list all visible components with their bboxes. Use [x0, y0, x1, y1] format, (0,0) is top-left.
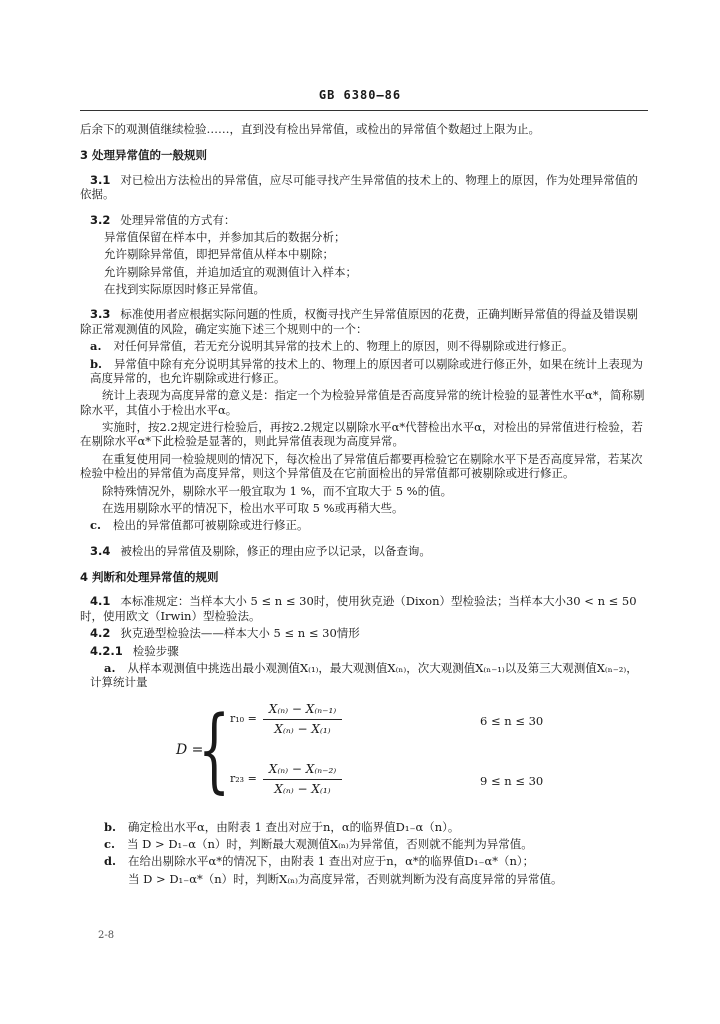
formula-brace: { [198, 695, 231, 803]
item-text: 检出的异常值都可被剔除或进行修正。 [113, 518, 309, 533]
item-text: 对任何异常值，若无充分说明其异常的技术上的、物理上的原因，则不得剔除或进行修正。 [113, 339, 574, 354]
item-label: b. [104, 819, 117, 834]
clause-4-1 [80, 594, 648, 623]
rule-a [80, 339, 648, 353]
header-rule [80, 110, 648, 111]
continuation-line: 后余下的观测值继续检验……，直到没有检出异常值，或检出的异常值个数超过上限为止。 [80, 122, 540, 136]
section-3-title: 3 处理异常值的一般规则 [80, 148, 208, 163]
option-remove: 允许剔除异常值，即把异常值从样本中剔除； [104, 247, 334, 262]
clause-4-2 [80, 626, 648, 640]
item-label: a. [90, 339, 102, 354]
item-text: 确定检出水平α，由附表 1 查出对应于n，α的临界值D₁₋α（n）。 [128, 819, 460, 834]
clause-number: 3.2 [90, 212, 111, 227]
item-label: c. [90, 518, 102, 533]
clause-text: 狄克逊型检验法——样本大小 5 ≤ n ≤ 30情形 [120, 626, 360, 641]
r10-condition: 6 ≤ n ≤ 30 [480, 713, 544, 728]
clause-number: 4.2 [90, 626, 111, 641]
rule-b-level: 除特殊情况外，剔除水平一般宜取为 1 %，而不宜取大于 5 %的值。 [102, 483, 453, 498]
formula-d-label: D = [176, 741, 204, 758]
dixon-statistic-formula [80, 695, 648, 810]
page-number: 2-8 [98, 930, 115, 941]
item-text: 异常值中除有充分说明其异常的技术上的、物理上的原因者可以剔除或进行修正外，如果在统计上表现为高度异常的，也允许剔除或进行修正。 [90, 356, 644, 385]
step-c [80, 837, 648, 851]
r23-condition: 9 ≤ n ≤ 30 [480, 773, 544, 788]
standard-code-header: GB 6380—86 [318, 88, 402, 102]
rule-b-repeat: 在重复使用同一检验规则的情况下，每次检出了异常值后都要再检验它在剔除水平下是否高度异常，若某次检验中检出的异常值为高度异常，则这个异常值及在它前面检出的异常值都可被剔除或进行修正。 [80, 451, 643, 481]
option-correct: 在找到实际原因时修正异常值。 [104, 282, 265, 296]
item-label: c. [104, 837, 116, 851]
clause-number: 4.2.1 [90, 643, 123, 658]
clause-3-1 [80, 173, 648, 202]
rule-b [80, 357, 648, 386]
clause-number: 3.1 [90, 172, 111, 187]
clause-number: 3.3 [90, 307, 111, 322]
item-text: 当 D > D₁₋α（n）时，判断最大观测值X₍ₙ₎为异常值，否则就不能判为异常值。 [127, 837, 533, 851]
clause-text: 标准使用者应根据实际问题的性质，权衡寻找产生异常值原因的花费，正确判断异常值的得益及错误剔除正常观测值的风险，确定实施下述三个规则中的一个： [80, 307, 638, 336]
clause-4-2-1 [80, 644, 648, 658]
item-label: d. [104, 854, 117, 869]
option-replace: 允许剔除异常值，并追加适宜的观测值计入样本； [104, 264, 357, 279]
clause-text: 检验步骤 [132, 643, 179, 658]
rule-c [80, 518, 648, 532]
step-d [80, 854, 648, 868]
clause-text: 对已检出方法检出的异常值，应尽可能寻找产生异常值的技术上的、物理上的原因，作为处理异常值的依据。 [80, 172, 638, 202]
item-text: 从样本观测值中挑选出最小观测值X₍₁₎，最大观测值X₍ₙ₎，次大观测值X₍ₙ₋₁₎以及第三大观测值X₍ₙ₋₂₎，计算统计量 [90, 660, 638, 690]
rule-b-detect-level: 在选用剔除水平的情况下，检出水平可取 5 %或再稍大些。 [102, 500, 404, 515]
r10-label: r₁₀ = [230, 712, 257, 726]
formula-r10 [230, 702, 342, 737]
formula-r23 [230, 762, 342, 797]
clause-text: 处理异常值的方式有： [120, 212, 236, 227]
rule-b-meaning: 统计上表现为高度异常的意义是：指定一个为检验异常值是否高度异常的统计检验的显著性水平α*，简称剔除水平，其值小于检出水平α。 [80, 388, 645, 417]
item-label: a. [104, 660, 116, 675]
option-keep: 异常值保留在样本中，并参加其后的数据分析； [104, 229, 346, 244]
r10-denominator: X₍ₙ₎ − X₍₁₎ [274, 721, 331, 736]
step-d-continued: 当 D > D₁₋α*（n）时，判断X₍ₙ₎为高度异常，否则就判断为没有高度异常的异常值。 [128, 871, 563, 886]
r10-fraction [263, 702, 342, 737]
item-label: b. [90, 356, 103, 371]
rule-b-procedure: 实施时，按2.2规定进行检验后，再按2.2规定以剔除水平α*代替检出水平α，对检出的异常值进行检验，若在剔除水平α*下此检验是显著的，则此异常值表现为高度异常。 [80, 420, 643, 449]
step-a [80, 661, 648, 690]
page-body [80, 122, 648, 889]
r23-numerator: X₍ₙ₎ − X₍ₙ₋₂₎ [263, 762, 342, 780]
r23-denominator: X₍ₙ₎ − X₍₁₎ [274, 781, 331, 796]
clause-3-2 [80, 213, 648, 227]
clause-number: 4.1 [90, 594, 111, 609]
step-b [80, 820, 648, 834]
clause-number: 3.4 [90, 543, 111, 558]
clause-text: 本标准规定：当样本大小 5 ≤ n ≤ 30时，使用狄克逊（Dixon）型检验法；当样本大小30 < n ≤ 50时，使用欧文（Irwin）型检验法。 [80, 594, 637, 623]
clause-text: 被检出的异常值及剔除，修正的理由应予以记录，以备查询。 [120, 543, 431, 558]
r10-numerator: X₍ₙ₎ − X₍ₙ₋₁₎ [263, 702, 342, 720]
section-4-title: 4 判断和处理异常值的规则 [80, 570, 219, 584]
clause-3-4 [80, 544, 648, 558]
clause-3-3 [80, 307, 648, 336]
r23-label: r₂₃ = [230, 772, 257, 786]
r23-fraction [263, 762, 342, 797]
item-text: 在给出剔除水平α*的情况下，由附表 1 查出对应于n，α*的临界值D₁₋α*（n）； [128, 854, 535, 869]
